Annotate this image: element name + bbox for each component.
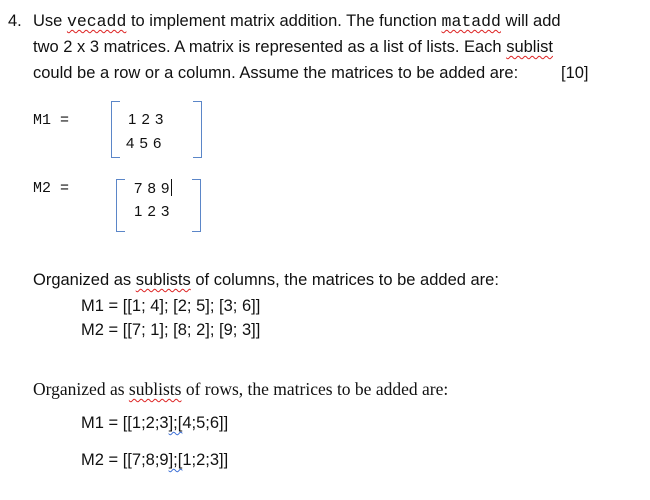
rows-m2 bbox=[81, 451, 228, 470]
rows-m1 bbox=[81, 414, 228, 433]
question-text: two 2 x 3 matrices. A matrix is represented as a list of lists. Each bbox=[33, 38, 507, 56]
text-cursor bbox=[171, 179, 172, 196]
question-number: 4. bbox=[8, 12, 22, 30]
matrix-m1-row-2: 4 5 6 bbox=[126, 135, 162, 152]
spellcheck-word: sublist bbox=[506, 38, 553, 56]
rows-heading-text: of rows, the matrices to be added are: bbox=[181, 379, 449, 399]
columns-m2: M2 = [[7; 1]; [8; 2]; [9; 3]] bbox=[81, 321, 261, 339]
matrix-m1-right-bracket bbox=[193, 101, 202, 158]
question-text: will add bbox=[500, 12, 561, 30]
rows-m2-part-c: 1;2;3]] bbox=[182, 451, 229, 469]
matrix-m2-row-1-text: 7 8 9 bbox=[134, 180, 170, 197]
columns-m1: M1 = [[1; 4]; [2; 5]; [3; 6]] bbox=[81, 297, 261, 315]
question-text: Use bbox=[33, 12, 67, 30]
question-line-2 bbox=[33, 38, 553, 57]
question-line-1 bbox=[33, 12, 561, 31]
spellcheck-word: sublists bbox=[128, 379, 182, 399]
code-matadd: matadd bbox=[441, 12, 501, 31]
matrix-m1-label: M1 = bbox=[33, 112, 70, 129]
rows-heading-text: Organized as bbox=[33, 379, 129, 399]
matrix-m2-row-1 bbox=[134, 179, 172, 197]
grammar-flag: ];[ bbox=[168, 451, 183, 469]
spellcheck-word: sublists bbox=[135, 271, 191, 289]
rows-m1-part-a: M1 = [[1;2;3 bbox=[81, 414, 169, 432]
matrix-m1-left-bracket bbox=[111, 101, 120, 158]
matrix-m2-right-bracket bbox=[192, 179, 201, 232]
matrix-m2-left-bracket bbox=[116, 179, 125, 232]
question-text: to implement matrix addition. The function bbox=[126, 12, 442, 30]
matrix-m1-row-1: 1 2 3 bbox=[128, 111, 164, 128]
rows-section-heading bbox=[33, 379, 448, 400]
columns-section-heading bbox=[33, 271, 499, 290]
marks-label: [10] bbox=[561, 64, 589, 82]
matrix-m2-row-2: 1 2 3 bbox=[134, 203, 170, 220]
rows-m1-part-c: 4;5;6]] bbox=[182, 414, 229, 432]
question-line-3: could be a row or a column. Assume the matrices to be added are: bbox=[33, 64, 519, 82]
columns-heading-text: of columns, the matrices to be added are: bbox=[190, 271, 499, 289]
columns-heading-text: Organized as bbox=[33, 271, 136, 289]
matrix-m2-label: M2 = bbox=[33, 180, 70, 197]
grammar-flag: ];[ bbox=[168, 414, 183, 432]
code-vecadd: vecadd bbox=[66, 12, 127, 31]
rows-m2-part-a: M2 = [[7;8;9 bbox=[81, 451, 169, 469]
